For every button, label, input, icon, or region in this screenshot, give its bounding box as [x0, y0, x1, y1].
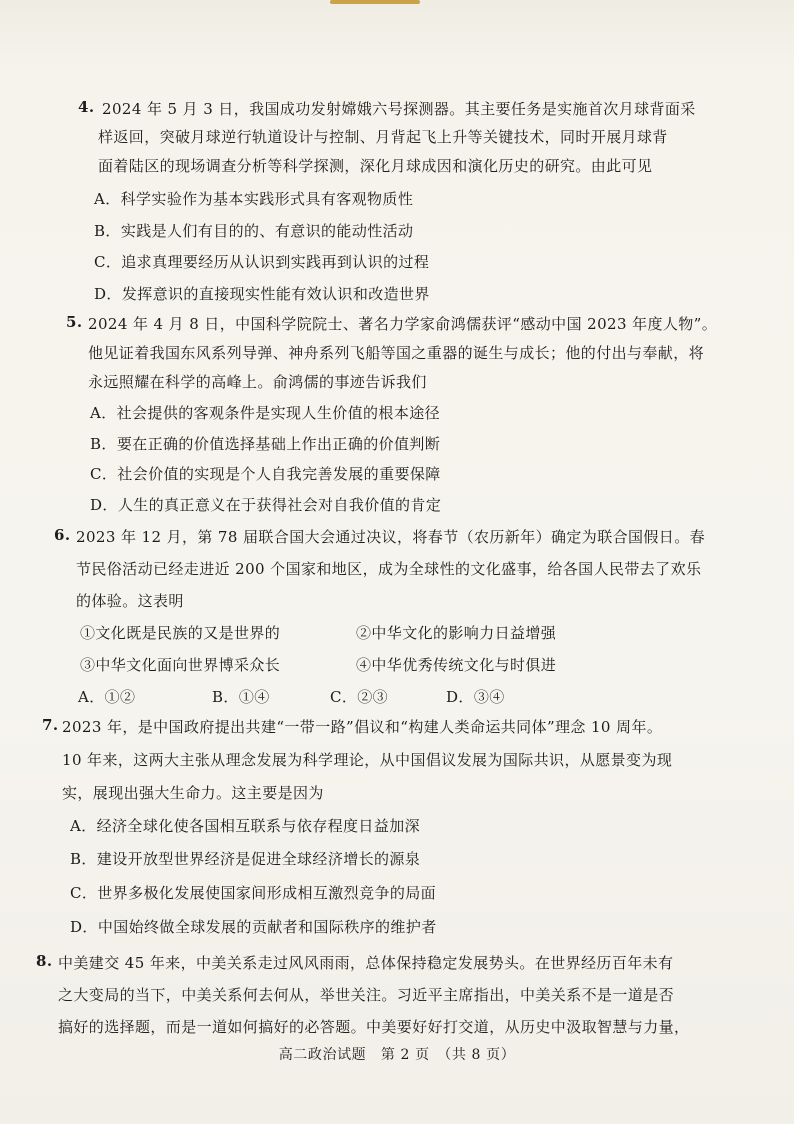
question-number: 5.: [66, 313, 83, 331]
question-text-line: 的体验。这表明: [76, 592, 184, 610]
question-text-line: 面着陆区的现场调查分析等科学探测，深化月球成因和演化历史的研究。由此可见: [98, 157, 653, 175]
question-text-line: 实，展现出强大生命力。这主要是因为: [62, 784, 324, 802]
option-b: B．要在正确的价值选择基础上作出正确的价值判断: [90, 435, 441, 453]
question-text-line: 2023 年 12 月，第 78 届联合国大会通过决议，将春节（农历新年）确定为联合国假日。春: [76, 528, 705, 546]
question-number: 6.: [54, 526, 71, 544]
option-d: D．发挥意识的直接现实性能有效认识和改造世界: [94, 285, 430, 303]
question-text-line: 永远照耀在科学的高峰上。俞鸿儒的事迹告诉我们: [88, 373, 427, 391]
binding-mark: [330, 0, 420, 4]
question-text-line: 节民俗活动已经走进近 200 个国家和地区，成为全球性的文化盛事，给各国人民带去了欢乐: [76, 560, 702, 578]
option-d: D．人生的真正意义在于获得社会对自我价值的肯定: [90, 496, 442, 514]
option-a: A．科学实验作为基本实践形式具有客观物质性: [94, 190, 414, 208]
question-text-line: 2024 年 5 月 3 日，我国成功发射嫦娥六号探测器。其主要任务是实施首次月球背面采: [102, 100, 696, 118]
question-text-line: 2024 年 4 月 8 日，中国科学院院士、著名力学家俞鸿儒获评“感动中国 2023 年度人物”。: [88, 315, 718, 333]
option-b: B．实践是人们有目的的、有意识的能动性活动: [94, 222, 414, 240]
choice-d: D．③④: [446, 688, 505, 706]
option-d: D．中国始终做全球发展的贡献者和国际秩序的维护者: [70, 918, 437, 936]
question-text-line: 10 年来，这两大主张从理念发展为科学理论，从中国倡议发展为国际共识，从愿景变为现: [62, 751, 673, 769]
question-number: 7.: [42, 716, 59, 734]
question-text-line: 样返回，突破月球逆行轨道设计与控制、月背起飞上升等关键技术，同时开展月球背: [98, 128, 668, 146]
question-text-line: 中美建交 45 年来，中美关系走过风风雨雨，总体保持稳定发展势头。在世界经历百年未有: [58, 954, 674, 972]
question-number: 8.: [36, 952, 53, 970]
question-text-line: 2023 年，是中国政府提出共建“一带一路”倡议和“构建人类命运共同体”理念 10 周年。: [62, 718, 663, 736]
option-a: A．经济全球化使各国相互联系与依存程度日益加深: [70, 817, 421, 835]
option-b: B．建设开放型世界经济是促进全球经济增长的源泉: [70, 850, 421, 868]
option-c: C．世界多极化发展使国家间形成相互激烈竞争的局面: [70, 884, 437, 902]
page-footer: 高二政治试题 第 2 页 （共 8 页）: [278, 1047, 516, 1063]
option-a: A．社会提供的客观条件是实现人生价值的根本途径: [90, 404, 441, 422]
option-c: C．社会价值的实现是个人自我完善发展的重要保障: [90, 465, 441, 483]
option-c: C．追求真理要经历从认识到实践再到认识的过程: [94, 253, 430, 271]
statement-2: ②中华文化的影响力日益增强: [356, 624, 557, 642]
statement-1: ①文化既是民族的又是世界的: [80, 624, 281, 642]
statement-3: ③中华文化面向世界博采众长: [80, 656, 281, 674]
question-number: 4.: [78, 98, 95, 116]
question-text-line: 之大变局的当下，中美关系何去何从，举世关注。习近平主席指出，中美关系不是一道是否: [58, 986, 675, 1004]
choice-b: B．①④: [212, 688, 270, 706]
choice-c: C．②③: [330, 688, 389, 706]
question-text-line: 搞好的选择题，而是一道如何搞好的必答题。中美要好好打交道，从历史中汲取智慧与力量，: [58, 1018, 690, 1036]
question-text-line: 他见证着我国东风系列导弹、神舟系列飞船等国之重器的诞生与成长；他的付出与奉献，将: [88, 344, 705, 362]
choice-a: A．①②: [78, 688, 136, 706]
statement-4: ④中华优秀传统文化与时俱进: [356, 656, 557, 674]
